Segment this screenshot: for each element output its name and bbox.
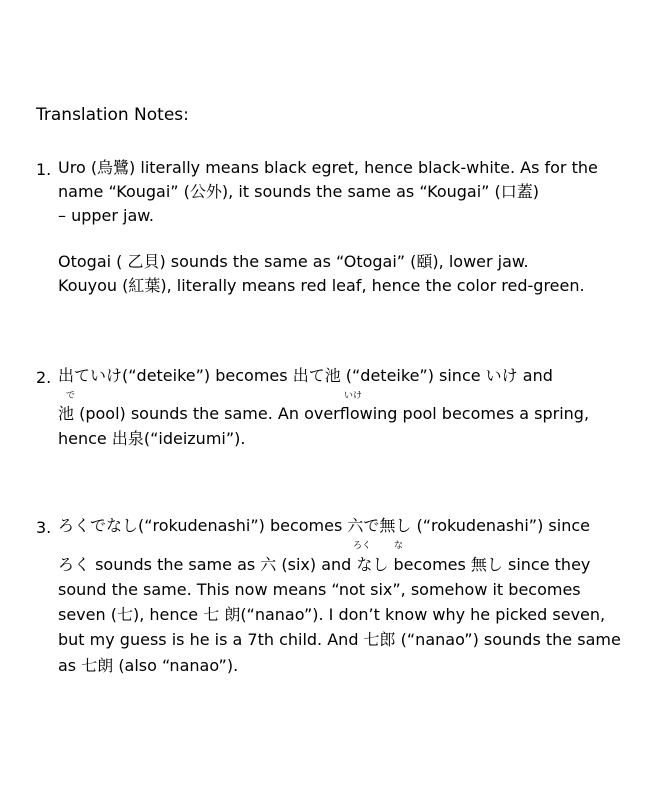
note-number: 2. bbox=[36, 368, 52, 387]
note-line: Otogai ( 乙貝) sounds the same as “Otogai” (頤), lower jaw. bbox=[58, 252, 529, 271]
furigana: な bbox=[394, 541, 404, 551]
note-line: – upper jaw. bbox=[58, 206, 154, 225]
furigana: で bbox=[66, 391, 76, 401]
note-line: ろく sounds the same as 六 (six) and なし becomes 無し since they bbox=[58, 555, 591, 574]
note-line: 出ていけ(“deteike”) becomes 出て池 (“deteike”) since いけ and bbox=[58, 366, 553, 385]
furigana: いけ bbox=[344, 391, 363, 401]
note-line: sound the same. This now means “not six”, somehow it becomes bbox=[58, 580, 581, 599]
note-line: as 七朗 (also “nanao”). bbox=[58, 656, 239, 675]
note-line: Uro (烏鷺) literally means black egret, hence black-white. As for the bbox=[58, 158, 598, 177]
page-title: Translation Notes: bbox=[36, 105, 189, 125]
note-line: name “Kougai” (公外), it sounds the same as “Kougai” (口蓋) bbox=[58, 182, 540, 201]
note-line: hence 出泉(“ideizumi”). bbox=[58, 429, 246, 448]
note-line: Kouyou (紅葉), literally means red leaf, hence the color red-green. bbox=[58, 276, 585, 295]
note-number: 3. bbox=[36, 518, 52, 537]
furigana: ろく bbox=[353, 541, 372, 551]
note-number: 1. bbox=[36, 160, 52, 179]
note-line: but my guess is he is a 7th child. And 七郎 (“nanao”) sounds the same bbox=[58, 630, 621, 649]
note-line: 池 (pool) sounds the same. An overflowing pool becomes a spring, bbox=[58, 404, 590, 423]
note-line: ろくでなし(“rokudenashi”) becomes 六で無し (“rokudenashi”) since bbox=[58, 516, 590, 535]
note-line: seven (七), hence 七 朗(“nanao”). I don’t know why he picked seven, bbox=[58, 605, 606, 624]
